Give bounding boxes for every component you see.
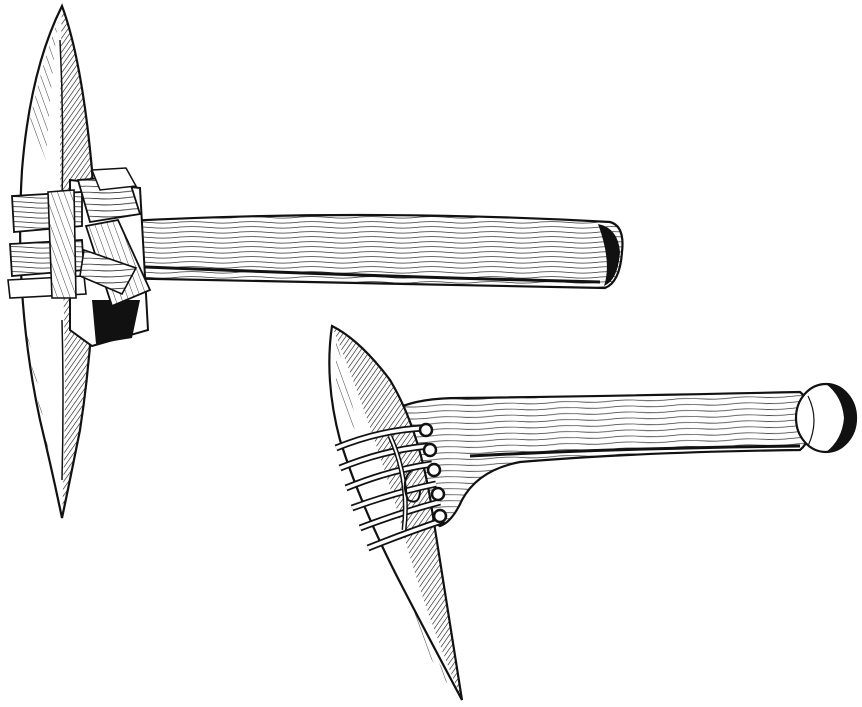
haft-shadow (92, 300, 140, 344)
wooden-handle-knob (398, 384, 856, 526)
pick-2 (329, 326, 856, 700)
wooden-handle (108, 215, 623, 288)
